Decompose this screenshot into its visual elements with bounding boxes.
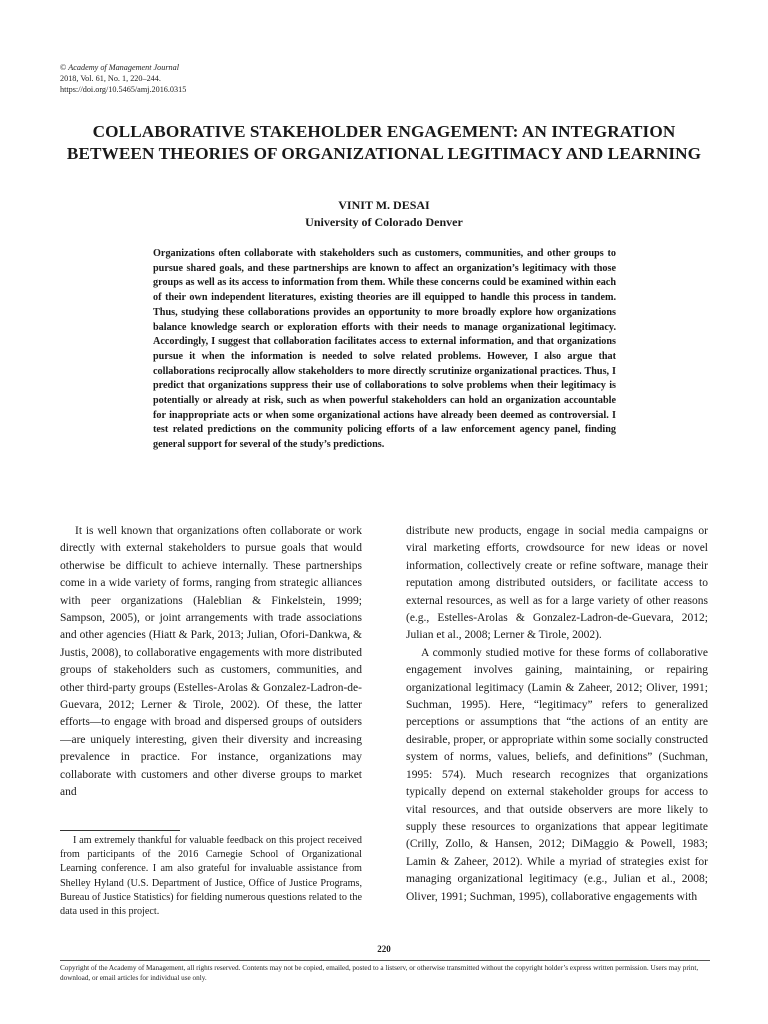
abstract: Organizations often collaborate with stakeholders such as customers, communities, and other groups to pursue shared goals, and these partnerships are known to affect an organization’s legitimacy with those groups as well as its access to information from them. While these concerns could be examined within each of their own independent literatures, existing theories are ill equipped to handle this process in tandem. Thus, studying these collaborations provides an opportunity to more broadly explore how organizations balance knowledge search or exploration efforts with their needs to manage organizational legitimacy. Accordingly, I suggest that collaboration facilitates access to external information, and that organizations pursue it when the information is needed to solve related problems. However, I also argue that collaborations reciprocally allow stakeholders to more directly scrutinize organizational practices. Thus, I predict that organizations suppress their use of collaborations to solve problems when their legitimacy is potentially or already at risk, such as when powerful stakeholders can hold an organization accountable for inappropriate acts or when some organizational actions have already been deemed as controversial. I test related predictions on the community policing efforts of a law enforcement agency panel, finding general support for several of the study’s predictions.	[153, 248, 616, 451]
body-paragraph: It is well known that organizations often collaborate or work directly with external stakeholders to pursue goals that would otherwise be difficult to achieve internally. These partnerships come in a wide variety of forms, ranging from strategic alliances with peer organizations (Haleblian & Finkelstein, 1999; Sampson, 2005), or joint arrangements with trade associations and other agencies (Hiatt & Park, 2013; Julian, Ofori-Dankwa, & Justis, 2008), to collaborative engagements with more distributed groups of stakeholders such as customers, communities, and other third-party groups (Estelles-Arolas & Gonzalez-Ladron-de-Guevara, 2012; Lerner & Tirole, 2002). Of these, the latter efforts—to engage with broad and dispersed groups of outsiders—are uniquely interesting, given their diversity and increasing prevalence in practice. For instance, organizations may collaborate with customers and other diverse groups to market and	[60, 525, 362, 799]
body-paragraph: distribute new products, engage in social media campaigns or viral marketing efforts, crowdsource for new ideas or novel information, collectively create or refine software, manage their reputation among distributed outsiders, or facilitate access to external resources, as well as for a large variety of other reasons (e.g., Estelles-Arolas & Gonzalez-Ladron-de-Guevara, 2012; Julian et al., 2008; Lerner & Tirole, 2002).	[406, 525, 708, 642]
journal-name: Academy of Management Journal	[68, 63, 180, 72]
footnote: I am extremely thankful for valuable feedback on this project received from participants of the 2016 Carnegie School of Organizational Learning conference. I am also grateful for invaluable assistance from Shelley Hyland (U.S. Department of Justice, Office of Justice Programs, Bureau of Justice Statistics) for fielding numerous questions related to the data used in this project.	[60, 835, 362, 918]
body-column-right	[406, 523, 708, 935]
article-title: COLLABORATIVE STAKEHOLDER ENGAGEMENT: AN INTEGRATION BETWEEN THEORIES OF ORGANIZATIONAL LEGITIMACY AND LEARNING	[66, 122, 702, 163]
journal-line	[60, 62, 186, 73]
journal-citation: 2018, Vol. 61, No. 1, 220–244.	[60, 74, 161, 83]
body-column-left	[60, 523, 362, 823]
body-paragraph: A commonly studied motive for these forms of collaborative engagement involves gaining, maintaining, or repairing organizational legitimacy (Lamin & Zaheer, 2012; Oliver, 1991; Suchman, 1995). Here, “legitimacy” refers to generalized perceptions or assumptions that “the actions of an entity are desirable, proper, or appropriate within some socially constructed system of norms, values, beliefs, and definitions” (Suchman, 1995: 574). Much research recognizes that organizations typically depend on external stakeholder groups for access to vital resources, and that outside observers are more likely to supply these resources to organizations that appear legitimate (Crilly, Zollo, & Hansen, 2012; DiMaggio & Powell, 1983; Lamin & Zaheer, 2012). While a myriad of strategies exist for managing organizational legitimacy (e.g., Julian et al., 2008; Oliver, 1991; Suchman, 1995), collaborative engagements with	[406, 646, 708, 903]
copyright-symbol: ©	[60, 63, 67, 72]
journal-info	[60, 62, 186, 95]
footnote-divider	[60, 830, 180, 831]
author-name: VINIT M. DESAI	[338, 198, 430, 212]
journal-doi[interactable]: https://doi.org/10.5465/amj.2016.0315	[60, 85, 187, 94]
copyright-notice: Copyright of the Academy of Management, all rights reserved. Contents may not be copied, emailed, posted to a listserv, or otherwise transmitted without the copyright holder’s express written permission. Users may print, download, or email articles for individual use only.	[60, 964, 699, 982]
page-number: 220	[377, 944, 391, 954]
copyright-divider	[60, 960, 710, 961]
author-affiliation: University of Colorado Denver	[305, 215, 463, 229]
